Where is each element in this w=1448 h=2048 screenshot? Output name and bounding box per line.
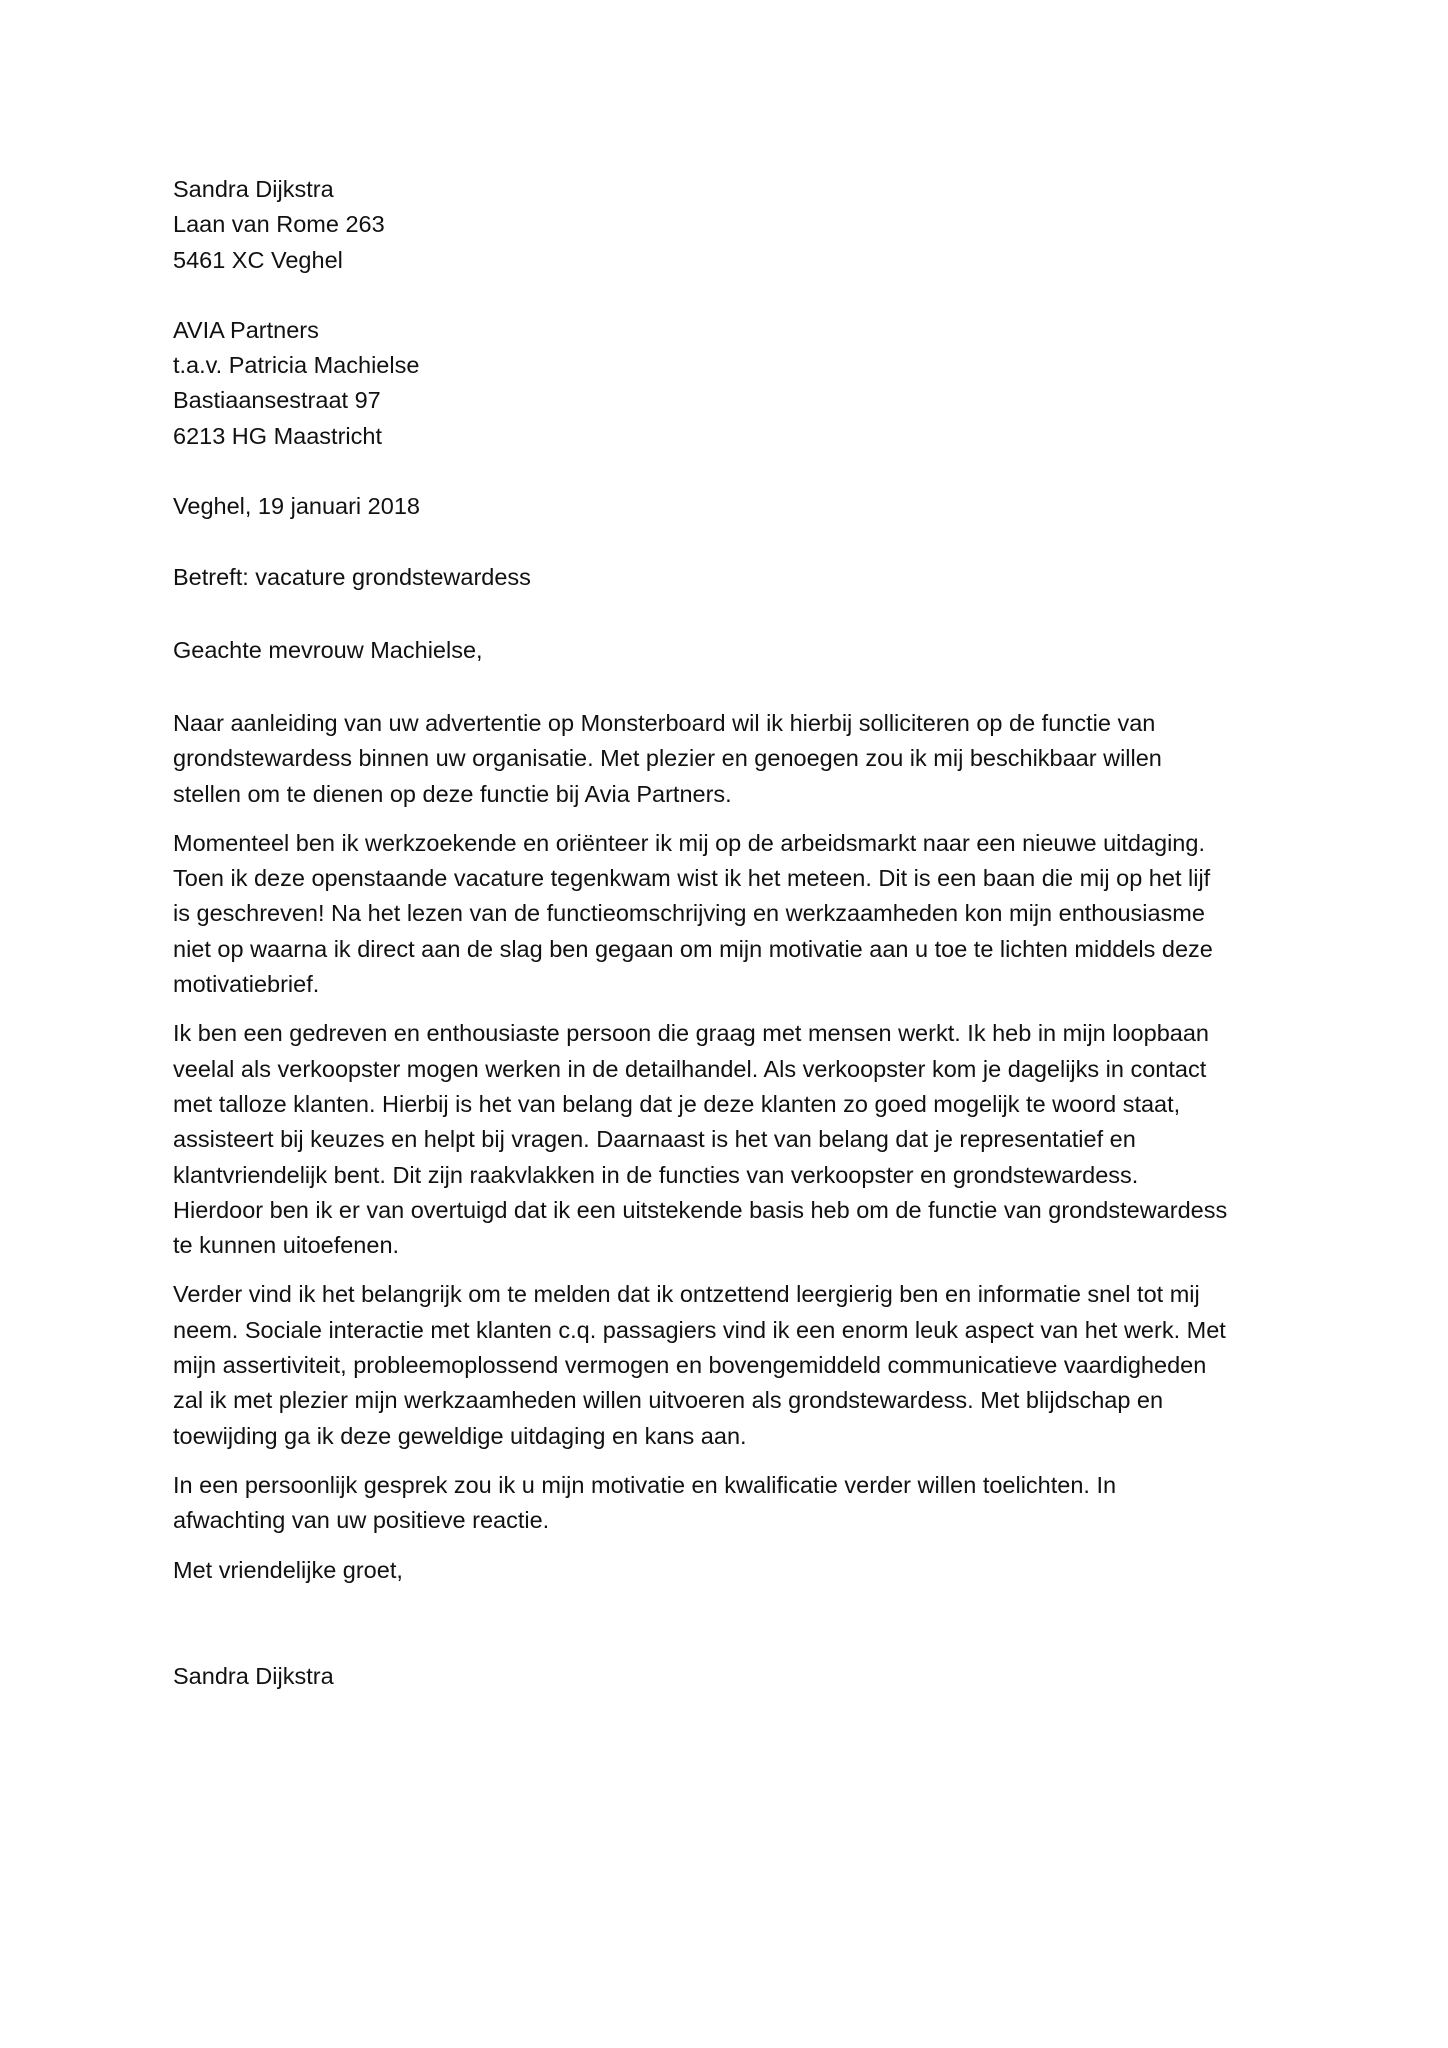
recipient-street: Bastiaansestraat 97 — [173, 387, 381, 414]
paragraph-line: veelal als verkoopster mogen werken in de detailhandel. Als verkoopster kom je dagelijks in contact — [173, 1055, 1207, 1082]
signature-name: Sandra Dijkstra — [173, 1662, 334, 1689]
sender-street: Laan van Rome 263 — [173, 211, 385, 238]
paragraph-1 — [173, 706, 1313, 812]
paragraph-line: assisteert bij keuzes en helpt bij vragen. Daarnaast is het van belang dat je representatief en — [173, 1126, 1136, 1153]
paragraph-line: neem. Sociale interactie met klanten c.q. passagiers vind ik een enorm leuk aspect van het werk. Met — [173, 1316, 1226, 1343]
recipient-address — [173, 313, 1313, 454]
sender-postal-city: 5461 XC Veghel — [173, 246, 343, 273]
recipient-postal-city: 6213 HG Maastricht — [173, 422, 382, 449]
paragraph-line: Ik ben een gedreven en enthousiaste persoon die graag met mensen werkt. Ik heb in mijn loopbaan — [173, 1020, 1209, 1047]
paragraph-line: is geschreven! Na het lezen van de functieomschrijving en werkzaamheden kon mijn enthousiasme — [173, 900, 1205, 927]
paragraph-line: In een persoonlijk gesprek zou ik u mijn motivatie en kwalificatie verder willen toelichten. In — [173, 1471, 1117, 1498]
paragraph-line: zal ik met plezier mijn werkzaamheden willen uitvoeren als grondstewardess. Met blijdschap en — [173, 1387, 1164, 1414]
salutation: Geachte mevrouw Machielse, — [173, 636, 483, 663]
paragraph-line: klantvriendelijk bent. Dit zijn raakvlakken in de functies van verkoopster en grondstewardess. — [173, 1161, 1139, 1188]
letter-body — [173, 172, 1313, 1694]
paragraph-line: Naar aanleiding van uw advertentie op Monsterboard wil ik hierbij solliciteren op de functie van — [173, 709, 1156, 736]
recipient-company: AVIA Partners — [173, 316, 319, 343]
paragraph-line: motivatiebrief. — [173, 971, 320, 998]
place-date: Veghel, 19 januari 2018 — [173, 493, 420, 520]
paragraph-3 — [173, 1016, 1313, 1263]
paragraph-line: Toen ik deze openstaande vacature tegenkwam wist ik het meteen. Dit is een baan die mij op het lijf — [173, 865, 1211, 892]
paragraph-line: afwachting van uw positieve reactie. — [173, 1507, 550, 1534]
paragraph-line: met talloze klanten. Hierbij is het van belang dat je deze klanten zo goed mogelijk te woord staat, — [173, 1090, 1181, 1117]
paragraph-line: toewijding ga ik deze geweldige uitdaging en kans aan. — [173, 1422, 747, 1449]
paragraph-line: te kunnen uitoefenen. — [173, 1232, 400, 1259]
sender-name: Sandra Dijkstra — [173, 176, 334, 202]
paragraph-line: Momenteel ben ik werkzoekende en oriënteer ik mij op de arbeidsmarkt naar een nieuwe uitdaging. — [173, 829, 1205, 856]
paragraph-line: Verder vind ik het belangrijk om te melden dat ik ontzettend leergierig ben en informatie snel tot mij — [173, 1281, 1200, 1308]
paragraph-5 — [173, 1468, 1313, 1539]
paragraph-line: Hierdoor ben ik er van overtuigd dat ik een uitstekende basis heb om de functie van grondstewardess — [173, 1196, 1228, 1223]
recipient-attention: t.a.v. Patricia Machielse — [173, 352, 420, 379]
paragraph-line: mijn assertiviteit, probleemoplossend vermogen en bovengemiddeld communicatieve vaardigheden — [173, 1352, 1207, 1379]
paragraph-2 — [173, 826, 1313, 1002]
paragraph-4 — [173, 1277, 1313, 1453]
paragraph-line: grondstewardess binnen uw organisatie. Met plezier en genoegen zou ik mij beschikbaar willen — [173, 745, 1162, 772]
closing-line: Met vriendelijke groet, — [173, 1556, 403, 1583]
paragraph-line: niet op waarna ik direct aan de slag ben gegaan om mijn motivatie aan u toe te lichten middels deze — [173, 935, 1213, 962]
paragraph-line: stellen om te dienen op deze functie bij Avia Partners. — [173, 780, 732, 807]
subject-line: Betreft: vacature grondstewardess — [173, 564, 531, 591]
sender-address — [173, 172, 1313, 278]
